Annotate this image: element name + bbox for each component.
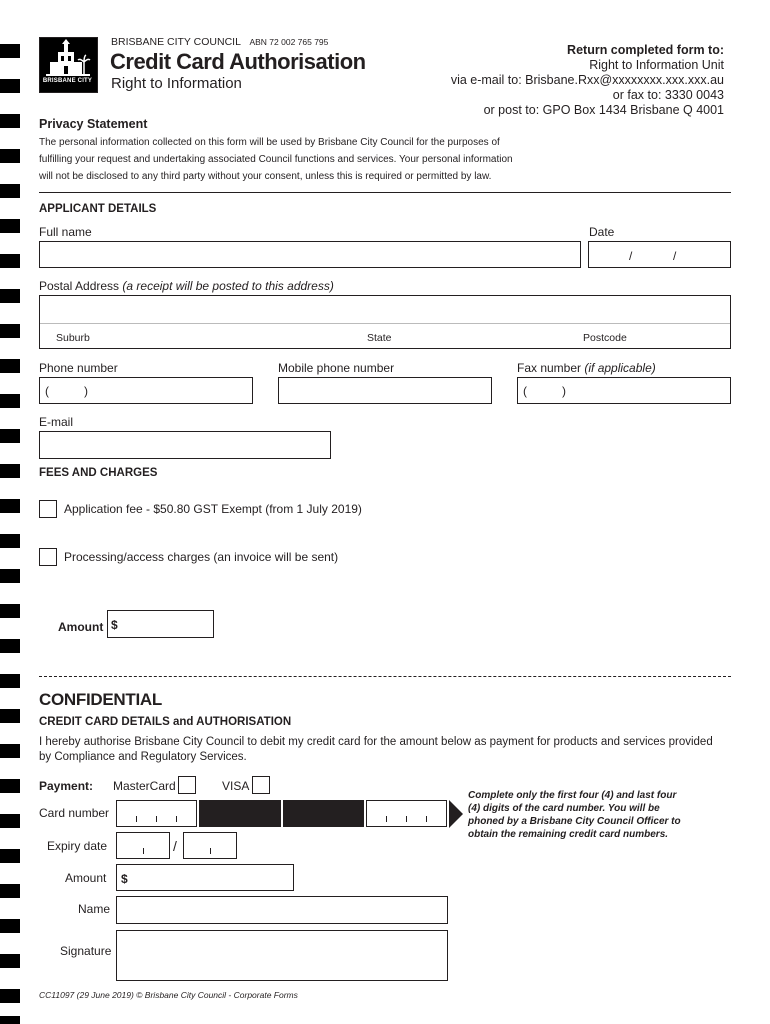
email-field[interactable] (39, 431, 331, 459)
date-separator: / (629, 249, 633, 263)
form-subtitle: Right to Information (111, 75, 242, 92)
statement-line: by Compliance and Regulatory Services. (39, 751, 247, 763)
return-line: Right to Information Unit (589, 58, 724, 72)
edge-mark (0, 814, 20, 828)
divider (39, 192, 731, 193)
dashed-divider (39, 676, 731, 677)
date-separator: / (673, 249, 677, 263)
abn-text: ABN 72 002 765 795 (249, 37, 329, 47)
note-line: phoned by a Brisbane City Council Officer to (468, 816, 681, 827)
fees-heading: FEES AND CHARGES (39, 467, 158, 479)
fax-field[interactable] (517, 377, 731, 404)
digit-tick (136, 816, 137, 822)
privacy-line: will not be disclosed to any third party without your consent, unless this is required or permitted by law. (39, 171, 492, 182)
date-field[interactable] (588, 241, 731, 268)
edge-mark (0, 394, 20, 408)
form-title: Credit Card Authorisation (110, 49, 366, 74)
signature-label: Signature (60, 944, 112, 958)
name-label: Name (78, 902, 111, 916)
edge-mark (0, 989, 20, 1003)
card-hidden-block (199, 800, 281, 827)
return-line: or post to: GPO Box 1434 Brisbane Q 4001 (483, 103, 724, 117)
council-name-text: BRISBANE CITY COUNCIL (111, 36, 241, 48)
digit-tick (386, 816, 387, 822)
digit-tick (210, 848, 211, 854)
edge-mark (0, 499, 20, 513)
phone-label: Phone number (39, 361, 118, 375)
postcode-label: Postcode (583, 332, 627, 344)
card-hidden-block (283, 800, 364, 827)
visa-checkbox[interactable] (252, 776, 270, 794)
signature-field[interactable] (116, 930, 448, 981)
edge-mark (0, 114, 20, 128)
expiry-separator: / (173, 838, 177, 854)
edge-mark (0, 954, 20, 968)
statement-line: I hereby authorise Brisbane City Council to debit my credit card for the amount below as payment for products and services provided (39, 736, 713, 748)
card-number-note (468, 789, 681, 841)
area-code-open: ( (45, 384, 49, 398)
return-heading: Return completed form to: (567, 43, 724, 57)
edge-mark (0, 639, 20, 653)
postal-note: (a receipt will be posted to this address) (122, 279, 334, 293)
expiry-month-field[interactable] (116, 832, 170, 859)
postal-label-text: Postal Address (39, 279, 120, 293)
digit-tick (176, 816, 177, 822)
edge-mark (0, 219, 20, 233)
digit-tick (406, 816, 407, 822)
edge-mark (0, 744, 20, 758)
cardholder-name-field[interactable] (116, 896, 448, 924)
arrow-right-icon (449, 800, 463, 828)
edge-mark (0, 779, 20, 793)
edge-mark (0, 254, 20, 268)
fees-amount-field[interactable] (107, 610, 214, 638)
edge-mark (0, 569, 20, 583)
card-amount-label: Amount (65, 871, 107, 885)
date-label: Date (589, 225, 615, 239)
expiry-year-field[interactable] (183, 832, 237, 859)
suburb-label: Suburb (56, 332, 90, 344)
digit-tick (426, 816, 427, 822)
edge-mark (0, 184, 20, 198)
logo-text: BRISBANE CITY (42, 78, 93, 84)
card-first-four-field[interactable] (116, 800, 197, 827)
edge-mark (0, 884, 20, 898)
edge-mark (0, 1016, 20, 1024)
email-label: E-mail (39, 415, 74, 429)
note-line: Complete only the first four (4) and last four (468, 790, 677, 801)
confidential-heading: CONFIDENTIAL (39, 690, 162, 709)
processing-charges-checkbox[interactable] (39, 548, 57, 566)
edge-mark (0, 149, 20, 163)
edge-mark (0, 604, 20, 618)
edge-mark (0, 849, 20, 863)
currency-symbol: $ (121, 872, 128, 886)
digit-tick (156, 816, 157, 822)
edge-mark (0, 44, 20, 58)
footer-code: CC11097 (29 June 2019) © Brisbane City Council - Corporate Forms (39, 990, 298, 1000)
return-line: via e-mail to: Brisbane.Rxx@xxxxxxxx.xxx.xxx.au (450, 73, 724, 87)
application-fee-checkbox[interactable] (39, 500, 57, 518)
note-line: obtain the remaining credit card numbers. (468, 829, 669, 840)
edge-mark (0, 534, 20, 548)
privacy-heading: Privacy Statement (39, 117, 148, 131)
payment-label: Payment: (39, 779, 94, 793)
expiry-label: Expiry date (47, 839, 108, 853)
postal-address-field[interactable] (39, 295, 731, 349)
return-block (451, 43, 724, 118)
edge-mark (0, 919, 20, 933)
privacy-line: fulfilling your request and undertaking associated Council functions and services. Your personal information (39, 154, 513, 165)
edge-mark (0, 709, 20, 723)
card-amount-field[interactable] (116, 864, 294, 891)
edge-mark (0, 464, 20, 478)
area-code-close: ) (84, 384, 88, 398)
processing-charges-label: Processing/access charges (an invoice will be sent) (64, 550, 339, 564)
mastercard-label: MasterCard (113, 779, 176, 793)
edge-mark (0, 289, 20, 303)
mobile-field[interactable] (278, 377, 492, 404)
edge-mark (0, 359, 20, 373)
postal-label (39, 279, 334, 293)
privacy-line: The personal information collected on this form will be used by Brisbane City Council for the purposes of (39, 137, 500, 148)
state-label: State (367, 332, 392, 344)
area-code-close: ) (562, 384, 566, 398)
council-name (111, 36, 328, 48)
edge-mark (0, 674, 20, 688)
application-fee-label: Application fee - $50.80 GST Exempt (from 1 July 2019) (64, 502, 362, 516)
digit-tick (143, 848, 144, 854)
edge-mark (0, 324, 20, 338)
authorisation-statement (39, 735, 713, 765)
card-last-four-field[interactable] (366, 800, 447, 827)
edge-mark (0, 79, 20, 93)
currency-symbol: $ (111, 618, 118, 632)
card-number-label: Card number (39, 806, 110, 820)
mobile-label: Mobile phone number (278, 361, 395, 375)
fees-amount-label: Amount (58, 620, 104, 634)
full-name-label: Full name (39, 225, 92, 239)
area-code-open: ( (523, 384, 527, 398)
visa-label: VISA (222, 779, 250, 793)
fax-label (517, 361, 656, 375)
full-name-field[interactable] (39, 241, 581, 268)
council-logo (39, 37, 98, 93)
privacy-text (39, 134, 513, 185)
fax-label-text: Fax number (517, 361, 582, 375)
card-details-heading: CREDIT CARD DETAILS and AUTHORISATION (39, 716, 292, 728)
return-line: or fax to: 3330 0043 (612, 88, 724, 102)
applicant-heading: APPLICANT DETAILS (39, 203, 157, 215)
address-divider (40, 323, 730, 324)
edge-mark (0, 429, 20, 443)
note-line: (4) digits of the card number. You will be (468, 803, 660, 814)
phone-field[interactable] (39, 377, 253, 404)
fax-note: (if applicable) (584, 361, 656, 375)
mastercard-checkbox[interactable] (178, 776, 196, 794)
